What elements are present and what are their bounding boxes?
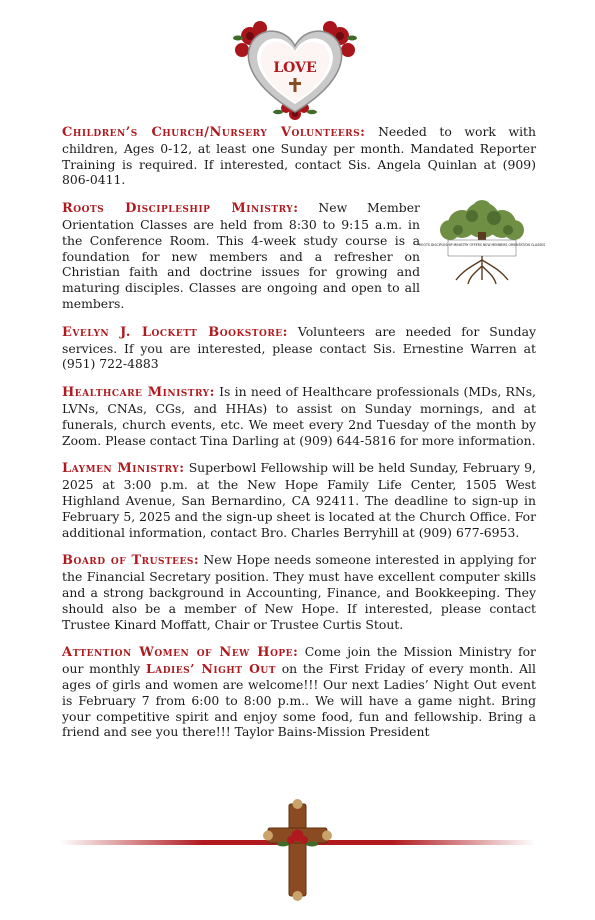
- section-trustees: [62, 552, 536, 632]
- section-heading: Attention Women of New Hope:: [62, 645, 299, 661]
- tree-roots-icon: [418, 200, 546, 286]
- section-heading: Healthcare Ministry:: [62, 385, 215, 401]
- section-roots-discipleship: [62, 200, 546, 312]
- section-body: Volunteers are needed for Sunday services. If you are interested, please contact Sis. Ernestine Warren at (951) 722-4883: [62, 323, 536, 372]
- bulletin-content: [62, 124, 546, 752]
- love-badge-text: LOVE: [273, 60, 317, 76]
- section-healthcare: [62, 384, 536, 448]
- section-heading: Board of Trustees:: [62, 553, 200, 569]
- section-heading: Roots Discipleship Ministry:: [62, 201, 299, 217]
- section-body: Needed to work with children, Ages 0-12, at least one Sunday per month. Mandated Reporter Training is required. If interested, contact Sis. Angela Quinlan at (909) 806-0411.: [62, 124, 536, 188]
- section-childrens-church: [62, 124, 536, 188]
- section-body: New Hope needs someone interested in applying for the Financial Secretary position. They must have excellent computer skills and a strong background in Accounting, Finance, and Bookkeeping. They should also be a member of New Hope. If interested, please contact Trustee Kinard Moffatt, Chair or Trustee Curtis Stout.: [62, 552, 536, 632]
- section-laymen: [62, 460, 536, 540]
- heart-love-icon: [232, 16, 358, 120]
- section-body: Superbowl Fellowship will be held Sunday, February 9, 2025 at 3:00 p.m. at the New Hope Family Life Center, 1505 West Highland Avenue, San Bernardino, CA 92411. The deadline to sign-up in February 5, 2025 and the sign-up sheet is located at the Church Office. For additional information, contact Bro. Charles Berryhill at (909) 677-6953.: [62, 460, 536, 540]
- section-body-part1: Come join the Mission Ministry for our monthly: [62, 644, 536, 677]
- section-bookstore: [62, 324, 536, 372]
- section-body: Is in need of Healthcare professionals (MDs, RNs, LVNs, CNAs, CGs, and HHAs) to assist on Sunday mornings, and at funerals, church events, etc. We meet every 2nd Tuesday of the month by Zoom. Please contact Tina Darling at (909) 644-5816 for more information.: [62, 384, 536, 448]
- section-heading: Laymen Ministry:: [62, 461, 185, 477]
- section-heading: Children’s Church/Nursery Volunteers:: [62, 125, 366, 140]
- tree-logo-caption: ROOTS DISCIPLESHIP MINISTRY OFFERS NEW MEMBERS ORIENTATION CLASSES: [418, 243, 546, 248]
- section-women-new-hope: [62, 644, 536, 740]
- cross-icon: [0, 796, 595, 906]
- ladies-night-out-heading: Ladies’ Night Out: [146, 661, 276, 677]
- section-heading: Evelyn J. Lockett Bookstore:: [62, 324, 288, 340]
- section-body: New Member Orientation Classes are held from 8:30 to 9:15 a.m. in the Conference Room. This 4-week study course is a foundation for new members and a refresher on Christian faith and doctrine issues for growing and maturing disciples. Classes are ongoing and open to all members.: [62, 200, 420, 311]
- section-body-part2: on the First Friday of every month. All ages of girls and women are welcome!!! Our next Ladies’ Night Out event is February 7 from 6:00 to 8:00 p.m.. We will have a game night. Bring your competitive spirit and enjoy some food, fun and fellowship. Bring a friend and see you there!!! Taylor Bains-Mission President: [62, 661, 536, 740]
